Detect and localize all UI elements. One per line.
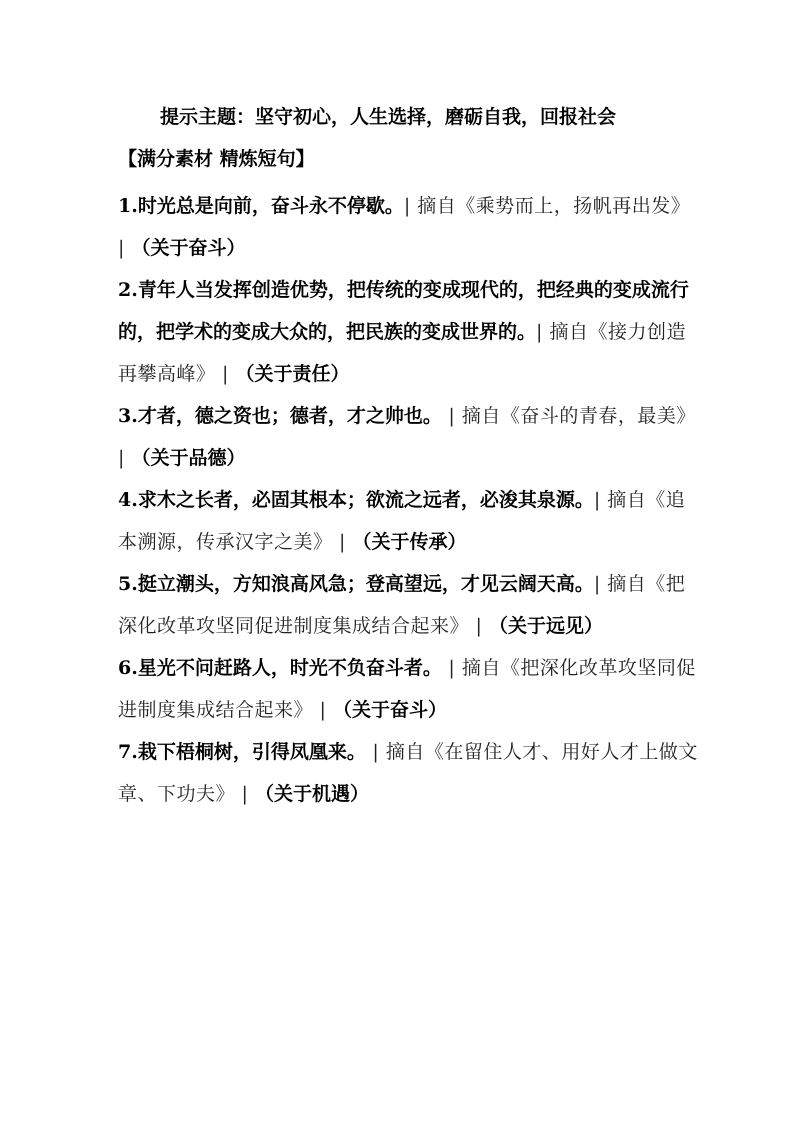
quote-source: | 摘自《奋斗的青春，最美》 | [118,405,696,469]
quote-source: | 摘自《追本溯源，传承汉字之美》 | [118,489,686,553]
quote-entry-7 [118,731,698,815]
quote-entry-4 [118,479,698,563]
quote-text: 7.栽下梧桐树，引得凤凰来。 [118,741,366,763]
quote-entry-3 [118,395,698,479]
quote-topic: （关于远见） [488,615,603,637]
quote-entry-6 [118,647,698,731]
quote-text: 2.青年人当发挥创造优势，把传统的变成现代的，把经典的变成流行的，把学术的变成大众的，把民族的变成世界的。 [118,279,689,343]
quote-text: 5.挺立潮头，方知浪高风急；登高望远，才见云阔天高。 [118,573,594,595]
quote-topic: （关于责任） [235,363,350,385]
quote-entry-2 [118,269,698,395]
quote-topic: （关于奋斗） [332,699,447,721]
quote-source: | 摘自《接力创造再攀高峰》 | [118,321,686,385]
quote-text: 6.星光不问赶路人，时光不负奋斗者。 [118,657,442,679]
quote-text: 1.时光总是向前，奋斗永不停歇。 [118,195,404,217]
quote-source: | 摘自《把深化改革攻坚同促进制度集成结合起来》 | [118,657,696,721]
quote-entry-1 [118,185,698,269]
quote-text: 4.求木之长者，必固其根本；欲流之远者，必浚其泉源。 [118,489,594,511]
quote-entry-5 [118,563,698,647]
quote-source: | 摘自《乘势而上，扬帆再出发》 | [118,195,691,259]
quote-topic: （关于传承） [352,531,467,553]
page-title: 提示主题：坚守初心，人生选择，磨砺自我，回报社会 [160,106,617,128]
quote-source: | 摘自《把深化改革攻坚同促进制度集成结合起来》 | [118,573,686,637]
quote-list [118,185,698,815]
quote-topic: （关于机遇） [254,783,369,805]
quote-topic: （关于品德） [131,447,246,469]
quote-source: | 摘自《在留住人才、用好人才上做文章、下功夫》 | [118,741,698,805]
section-heading: 【满分素材 精炼短句】 [118,148,315,170]
quote-text: 3.才者，德之资也；德者，才之帅也。 [118,405,442,427]
quote-topic: （关于奋斗） [131,237,246,259]
